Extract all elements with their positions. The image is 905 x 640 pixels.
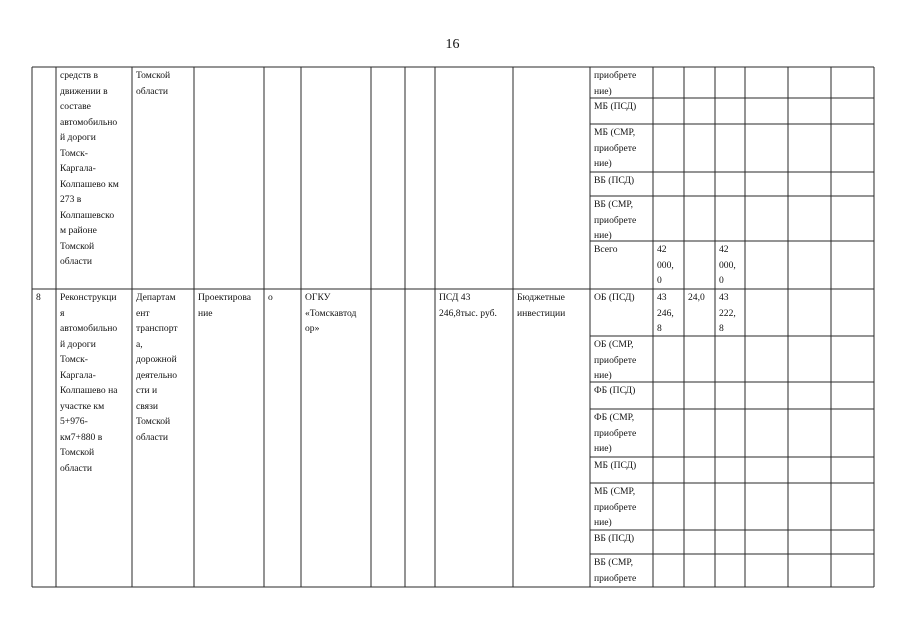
funding-type-cell-line: ОБ (СМР,	[594, 339, 634, 350]
funding-type-cell	[590, 409, 653, 457]
location-cell	[132, 67, 194, 289]
total-amount-cell	[653, 241, 684, 289]
year-amount-cell-line: 43	[719, 292, 729, 303]
funding-type-cell-line: ФБ (ПСД)	[594, 385, 636, 396]
page-number: 16	[445, 37, 460, 52]
cost-cell-line: ПСД 43	[439, 292, 471, 303]
funding-type-cell-line: ВБ (СМР,	[594, 557, 633, 568]
funding-type-cell-line: приобрете	[594, 142, 637, 154]
year-amount-cell	[715, 241, 745, 289]
object-name-cell-line: й дороги	[60, 132, 96, 143]
total-amount-cell-line: 0	[657, 275, 662, 286]
funding-type-cell-line: ние)	[594, 158, 612, 169]
year-amount-cell-line: 8	[719, 323, 724, 334]
object-name-cell-line: 273 в	[60, 194, 82, 205]
object-name-cell	[56, 67, 132, 289]
object-name-cell-line: Томской	[60, 447, 95, 458]
year-amount-cell-line: 000,	[719, 259, 736, 271]
object-name-cell	[56, 289, 132, 587]
object-name-cell-line: автомобильно	[60, 116, 118, 128]
cost-cell	[435, 289, 513, 587]
funding-type-cell-line: приобрете	[594, 70, 637, 81]
funding-type-cell-line: ние)	[594, 230, 612, 241]
funding-type-cell-line: МБ (ПСД)	[594, 101, 637, 112]
object-name-cell-line: я	[60, 307, 65, 319]
object-name-cell-line: движении в	[60, 85, 108, 97]
executor-cell-line: «Томскавтод	[305, 307, 357, 319]
total-amount-cell-line: 42	[657, 244, 667, 255]
object-name-cell-line: Томской	[60, 240, 95, 252]
cost-cell-line: 246,8тыс. руб.	[439, 307, 497, 319]
object-name-cell-line: составе	[60, 101, 91, 112]
funding-type-cell-line: ВБ (ПСД)	[594, 175, 635, 186]
customer-cell-line: а,	[136, 338, 143, 350]
funding-type-cell	[590, 67, 653, 98]
funding-type-cell	[590, 530, 653, 554]
funding-type-cell-line: ВБ (СМР,	[594, 199, 633, 210]
funding-type-cell-line: приобрете	[594, 214, 637, 226]
funding-type-cell-line: ВБ (ПСД)	[594, 533, 635, 544]
year-amount-cell: 24,0	[688, 292, 705, 303]
funding-type-cell-line: МБ (ПСД)	[594, 460, 637, 471]
object-name-cell-line: Томск-	[60, 354, 88, 365]
year-amount-cell	[715, 289, 745, 336]
funding-type-cell-line: ние)	[594, 370, 612, 381]
object-name-cell-line: Колпашево на	[60, 385, 118, 396]
customer-cell-line: области	[136, 431, 169, 443]
object-name-cell-line: 5+976-	[60, 416, 88, 427]
year-amount-cell-line: 0	[719, 275, 724, 286]
funding-type-cell	[590, 382, 653, 409]
executor-cell-line: ОГКУ	[305, 292, 331, 303]
funding-type-cell	[590, 457, 653, 483]
funding-type-cell	[590, 172, 653, 196]
object-name-cell-line: автомобильно	[60, 323, 118, 334]
funding-type-cell-line: МБ (СМР,	[594, 127, 636, 138]
object-name-cell-line: средств в	[60, 70, 98, 81]
funding-type-cell	[590, 289, 653, 336]
object-name-cell-line: м районе	[60, 225, 97, 236]
customer-cell-line: сти и	[136, 385, 158, 396]
flag-cell: о	[268, 292, 273, 303]
total-amount-cell-line: 43	[657, 292, 667, 303]
object-name-cell-line: й дороги	[60, 338, 96, 350]
customer-cell-line: Департам	[136, 292, 176, 303]
funding-type-cell	[590, 241, 653, 289]
object-name-cell-line: Колпашево км	[60, 178, 119, 190]
funding-type-cell-line: МБ (СМР,	[594, 486, 636, 497]
funding-type-cell	[590, 124, 653, 172]
funding-type-cell-line: ние)	[594, 517, 612, 528]
customer-cell-line: связи	[136, 400, 158, 412]
location-cell-line: Томской	[136, 70, 171, 81]
total-amount-cell-line: 246,	[657, 307, 674, 319]
object-name-cell-line: км7+880 в	[60, 431, 103, 443]
funding-type-cell	[590, 196, 653, 241]
customer-cell	[132, 289, 194, 587]
funding-type-cell-line: приобрете	[594, 354, 637, 366]
object-name-cell-line: области	[60, 256, 93, 267]
customer-cell-line: деятельно	[136, 369, 178, 381]
object-name-cell-line: области	[60, 462, 93, 474]
investment-type-cell-line: инвестиции	[517, 307, 566, 319]
object-name-cell-line: Томск-	[60, 147, 88, 159]
object-name-cell-line: Каргала-	[60, 369, 96, 381]
customer-cell-line: транспорт	[136, 323, 178, 334]
total-amount-cell-line: 000,	[657, 259, 674, 271]
customer-cell-line: дорожной	[136, 354, 177, 365]
object-name-cell-line: Реконструкци	[60, 292, 117, 303]
object-name-cell-line: Каргала-	[60, 163, 96, 174]
funding-type-cell-line: ние)	[594, 85, 612, 97]
funding-type-cell-line: приобрете	[594, 501, 637, 513]
year-amount-cell-line: 42	[719, 244, 729, 255]
executor-cell	[301, 289, 371, 587]
stage-cell-line: ние	[198, 307, 213, 319]
object-name-cell-line: Колпашевско	[60, 209, 115, 221]
funding-type-cell-line: приобрете	[594, 572, 637, 584]
stage-cell-line: Проектирова	[198, 292, 252, 303]
funding-type-cell-line: приобрете	[594, 427, 637, 439]
object-name-cell-line: участке км	[60, 400, 105, 412]
funding-type-cell	[590, 554, 653, 587]
funding-type-cell	[590, 336, 653, 382]
location-cell-line: области	[136, 85, 169, 97]
total-amount-cell	[653, 289, 684, 336]
funding-type-cell-line: ФБ (СМР,	[594, 412, 635, 423]
investment-type-cell	[513, 289, 590, 587]
funding-type-cell-line: Всего	[594, 244, 618, 255]
customer-cell-line: ент	[136, 307, 150, 319]
funding-type-cell-line: ние)	[594, 443, 612, 454]
funding-type-cell	[590, 483, 653, 530]
stage-cell	[194, 289, 264, 587]
executor-cell-line: ор»	[305, 323, 320, 334]
customer-cell-line: Томской	[136, 416, 171, 427]
row-number-cell: 8	[36, 292, 41, 303]
investment-type-cell-line: Бюджетные	[517, 292, 565, 303]
year-amount-cell-line: 222,	[719, 307, 736, 319]
total-amount-cell-line: 8	[657, 323, 662, 334]
funding-type-cell	[590, 98, 653, 124]
funding-type-cell-line: ОБ (ПСД)	[594, 292, 635, 303]
